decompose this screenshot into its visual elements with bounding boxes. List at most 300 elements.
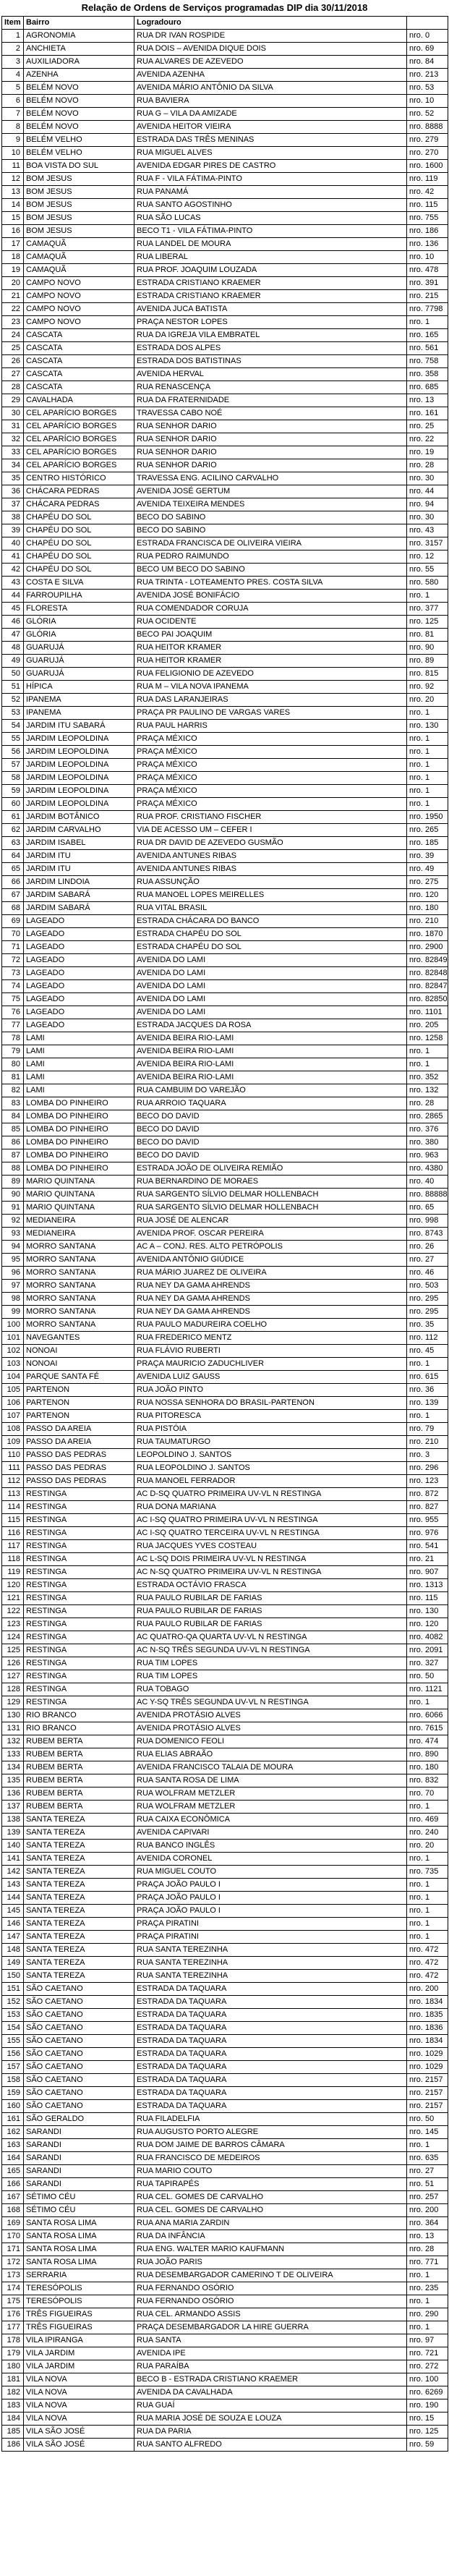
table-row — [2, 1267, 448, 1280]
cell-number: nro. 1 — [407, 1879, 448, 1892]
cell-bairro: LAGEADO — [24, 1019, 134, 1032]
cell-logradouro: RUA PAULO MADUREIRA COELHO — [134, 1319, 407, 1332]
cell-item: 49 — [2, 655, 24, 668]
cell-logradouro: AVENIDA BEIRA RIO-LAMI — [134, 1045, 407, 1058]
cell-bairro: CAMAQUÃ — [24, 251, 134, 264]
cell-item: 149 — [2, 1957, 24, 1970]
table-row — [2, 2399, 448, 2413]
table-row — [2, 980, 448, 993]
cell-number: nro. 36 — [407, 1384, 448, 1397]
table-row — [2, 355, 448, 368]
table-row — [2, 1488, 448, 1501]
cell-logradouro: ESTRADA DA TAQUARA — [134, 1983, 407, 1996]
table-row — [2, 1553, 448, 1566]
cell-logradouro: ESTRADA DA TAQUARA — [134, 2100, 407, 2113]
cell-bairro: HÍPICA — [24, 681, 134, 694]
cell-bairro: PARTENON — [24, 1397, 134, 1410]
cell-item: 170 — [2, 2230, 24, 2243]
cell-bairro: CASCATA — [24, 368, 134, 381]
cell-logradouro: ESTRADA DA TAQUARA — [134, 2048, 407, 2061]
cell-logradouro: RUA SARGENTO SÍLVIO DELMAR HOLLENBACH — [134, 1202, 407, 1215]
cell-bairro: CEL APARÍCIO BORGES — [24, 420, 134, 433]
cell-logradouro: AVENIDA TEIXEIRA MENDES — [134, 498, 407, 511]
cell-logradouro: AC D-SQ QUATRO PRIMEIRA UV-VL N RESTINGA — [134, 1488, 407, 1501]
cell-bairro: LAGEADO — [24, 967, 134, 980]
cell-bairro: CHAPÉU DO SOL — [24, 537, 134, 551]
cell-number: nro. 39 — [407, 850, 448, 863]
cell-bairro: BOM JESUS — [24, 225, 134, 238]
cell-number: nro. 1 — [407, 1931, 448, 1944]
cell-bairro: SANTA TEREZA — [24, 1931, 134, 1944]
cell-bairro: SÃO GERALDO — [24, 2113, 134, 2126]
cell-logradouro: RUA ALVARES DE AZEVEDO — [134, 56, 407, 69]
table-row — [2, 433, 448, 446]
cell-number: nro. 541 — [407, 1540, 448, 1553]
cell-number: nro. 40 — [407, 1176, 448, 1189]
table-row — [2, 1879, 448, 1892]
cell-logradouro: RUA DA INFÂNCIA — [134, 2230, 407, 2243]
table-row — [2, 1957, 448, 1970]
cell-bairro: SANTA TEREZA — [24, 1866, 134, 1879]
table-row — [2, 1670, 448, 1683]
cell-logradouro: TRAVESSA ENG. ACILINO CARVALHO — [134, 472, 407, 485]
cell-bairro: BOA VISTA DO SUL — [24, 160, 134, 173]
table-row — [2, 1045, 448, 1058]
cell-number: nro. 90 — [407, 642, 448, 655]
cell-item: 140 — [2, 1840, 24, 1853]
cell-item: 185 — [2, 2426, 24, 2439]
table-row — [2, 1345, 448, 1358]
cell-item: 134 — [2, 1761, 24, 1774]
table-row — [2, 1228, 448, 1241]
cell-number: nro. 2157 — [407, 2100, 448, 2113]
cell-bairro: JARDIM SABARÁ — [24, 902, 134, 915]
table-row — [2, 1579, 448, 1592]
cell-item: 39 — [2, 524, 24, 537]
table-row — [2, 902, 448, 915]
cell-bairro: GUARUJÁ — [24, 642, 134, 655]
cell-logradouro: AVENIDA LUIZ GAUSS — [134, 1371, 407, 1384]
cell-bairro: BELÉM VELHO — [24, 134, 134, 147]
cell-item: 14 — [2, 199, 24, 212]
cell-logradouro: RUA HEITOR KRAMER — [134, 655, 407, 668]
cell-item: 175 — [2, 2295, 24, 2308]
table-row — [2, 2087, 448, 2100]
cell-number: nro. 955 — [407, 1514, 448, 1527]
cell-logradouro: LEOPOLDINO J. SANTOS — [134, 1449, 407, 1462]
cell-item: 87 — [2, 1149, 24, 1162]
table-row — [2, 2191, 448, 2204]
cell-item: 74 — [2, 980, 24, 993]
table-row — [2, 2373, 448, 2386]
cell-item: 135 — [2, 1774, 24, 1788]
table-row — [2, 1918, 448, 1931]
table-row — [2, 2100, 448, 2113]
cell-logradouro: AVENIDA HEITOR VIEIRA — [134, 121, 407, 134]
table-row — [2, 1280, 448, 1293]
cell-bairro: MEDIANEIRA — [24, 1228, 134, 1241]
cell-number: nro. 1 — [407, 707, 448, 720]
table-row — [2, 1410, 448, 1423]
cell-bairro: PARTENON — [24, 1410, 134, 1423]
cell-bairro: NONOAI — [24, 1358, 134, 1371]
table-row — [2, 264, 448, 277]
cell-item: 82 — [2, 1084, 24, 1097]
cell-number: nro. 100 — [407, 2373, 448, 2386]
cell-logradouro: RUA M – VILA NOVA IPANEMA — [134, 681, 407, 694]
cell-item: 52 — [2, 694, 24, 707]
cell-number: nro. 185 — [407, 837, 448, 850]
cell-item: 67 — [2, 889, 24, 902]
table-row — [2, 1032, 448, 1045]
cell-logradouro: ESTRADA CHÁCARA DO BANCO — [134, 915, 407, 928]
cell-logradouro: PRAÇA MÉXICO — [134, 772, 407, 785]
table-row — [2, 420, 448, 433]
cell-bairro: NAVEGANTES — [24, 1332, 134, 1345]
cell-number: nro. 469 — [407, 1814, 448, 1827]
cell-number: nro. 290 — [407, 2308, 448, 2321]
cell-logradouro: BECO DO DAVID — [134, 1123, 407, 1136]
cell-number: nro. 53 — [407, 82, 448, 95]
cell-number: nro. 81 — [407, 629, 448, 642]
table-row — [2, 472, 448, 485]
cell-logradouro: PRAÇA NESTOR LOPES — [134, 316, 407, 329]
table-row — [2, 1423, 448, 1436]
cell-logradouro: PRAÇA PR PAULINO DE VARGAS VARES — [134, 707, 407, 720]
cell-number: nro. 1 — [407, 1853, 448, 1866]
cell-bairro: BOM JESUS — [24, 186, 134, 199]
cell-bairro: SÉTIMO CÉU — [24, 2204, 134, 2217]
cell-logradouro: ESTRADA DA TAQUARA — [134, 2022, 407, 2035]
cell-logradouro: RUA CAMBUIM DO VAREJÃO — [134, 1084, 407, 1097]
table-row — [2, 2230, 448, 2243]
cell-logradouro: PRAÇA MAURICIO ZADUCHLIVER — [134, 1358, 407, 1371]
table-row — [2, 759, 448, 772]
cell-number: nro. 352 — [407, 1071, 448, 1084]
cell-number: nro. 1 — [407, 1918, 448, 1931]
cell-logradouro: RUA ARROIO TAQUARA — [134, 1097, 407, 1110]
cell-bairro: RESTINGA — [24, 1514, 134, 1527]
table-row — [2, 368, 448, 381]
cell-number: nro. 295 — [407, 1293, 448, 1306]
cell-logradouro: RUA DOM JAIME DE BARROS CÂMARA — [134, 2139, 407, 2152]
cell-bairro: SANTA ROSA LIMA — [24, 2230, 134, 2243]
cell-logradouro: RUA NEY DA GAMA AHRENDS — [134, 1306, 407, 1319]
cell-bairro: GLÓRIA — [24, 629, 134, 642]
cell-bairro: LAGEADO — [24, 954, 134, 967]
cell-item: 9 — [2, 134, 24, 147]
cell-bairro: JARDIM LEOPOLDINA — [24, 759, 134, 772]
cell-item: 22 — [2, 303, 24, 316]
cell-logradouro: AVENIDA EDGAR PIRES DE CASTRO — [134, 160, 407, 173]
cell-bairro: PASSO DAS PEDRAS — [24, 1475, 134, 1488]
table-row — [2, 212, 448, 225]
cell-bairro: RUBEM BERTA — [24, 1774, 134, 1788]
table-row — [2, 1683, 448, 1696]
cell-number: nro. 30 — [407, 472, 448, 485]
cell-item: 25 — [2, 342, 24, 355]
cell-bairro: SANTA ROSA LIMA — [24, 2217, 134, 2230]
table-row — [2, 1254, 448, 1267]
cell-number: nro. 1 — [407, 590, 448, 603]
cell-item: 50 — [2, 668, 24, 681]
cell-item: 116 — [2, 1527, 24, 1540]
cell-logradouro: RUA DR IVAN ROSPIDE — [134, 30, 407, 43]
cell-logradouro: RUA G – VILA DA AMIZADE — [134, 108, 407, 121]
cell-number: nro. 125 — [407, 616, 448, 629]
cell-logradouro: ESTRADA CHAPÉU DO SOL — [134, 941, 407, 954]
cell-item: 88 — [2, 1162, 24, 1176]
cell-bairro: MORRO SANTANA — [24, 1241, 134, 1254]
cell-item: 169 — [2, 2217, 24, 2230]
cell-logradouro: AVENIDA AZENHA — [134, 69, 407, 82]
cell-number: nro. 28 — [407, 459, 448, 472]
cell-bairro: CENTRO HISTÓRICO — [24, 472, 134, 485]
cell-bairro: JARDIM LEOPOLDINA — [24, 772, 134, 785]
cell-number: nro. 139 — [407, 1397, 448, 1410]
cell-logradouro: RUA MÁRIO JUAREZ DE OLIVEIRA — [134, 1267, 407, 1280]
cell-number: nro. 1834 — [407, 2035, 448, 2048]
cell-item: 124 — [2, 1631, 24, 1644]
cell-item: 171 — [2, 2243, 24, 2256]
table-row — [2, 459, 448, 472]
cell-logradouro: AC Y-SQ TRÊS SEGUNDA UV-VL N RESTINGA — [134, 1696, 407, 1709]
cell-bairro: RESTINGA — [24, 1605, 134, 1618]
cell-item: 103 — [2, 1358, 24, 1371]
cell-number: nro. 376 — [407, 1123, 448, 1136]
cell-item: 174 — [2, 2282, 24, 2295]
cell-number: nro. 82847 — [407, 980, 448, 993]
cell-bairro: RUBEM BERTA — [24, 1788, 134, 1801]
cell-number: nro. 30 — [407, 511, 448, 524]
cell-number: nro. 210 — [407, 1436, 448, 1449]
cell-logradouro: PRAÇA MÉXICO — [134, 759, 407, 772]
table-row — [2, 824, 448, 837]
cell-number: nro. 1 — [407, 1892, 448, 1905]
cell-item: 158 — [2, 2074, 24, 2087]
cell-item: 156 — [2, 2048, 24, 2061]
cell-bairro: VILA JARDIM — [24, 2360, 134, 2373]
table-row — [2, 1110, 448, 1123]
cell-item: 115 — [2, 1514, 24, 1527]
cell-item: 35 — [2, 472, 24, 485]
table-row — [2, 785, 448, 798]
table-row — [2, 1644, 448, 1657]
cell-logradouro: RUA PROF. CRISTIANO FISCHER — [134, 811, 407, 824]
cell-item: 46 — [2, 616, 24, 629]
cell-number: nro. 3 — [407, 1449, 448, 1462]
cell-number: nro. 472 — [407, 1970, 448, 1983]
cell-bairro: JARDIM LEOPOLDINA — [24, 746, 134, 759]
table-row — [2, 1722, 448, 1735]
cell-logradouro: ESTRADA CRISTIANO KRAEMER — [134, 290, 407, 303]
cell-number: nro. 735 — [407, 1866, 448, 1879]
cell-bairro: COSTA E SILVA — [24, 577, 134, 590]
cell-item: 13 — [2, 186, 24, 199]
cell-item: 91 — [2, 1202, 24, 1215]
cell-logradouro: RUA MANOEL FERRADOR — [134, 1475, 407, 1488]
cell-bairro: MARIO QUINTANA — [24, 1202, 134, 1215]
table-row — [2, 251, 448, 264]
cell-item: 151 — [2, 1983, 24, 1996]
cell-number: nro. 265 — [407, 824, 448, 837]
cell-logradouro: RUA DESEMBARGADOR CAMERINO T DE OLIVEIRA — [134, 2269, 407, 2282]
cell-number: nro. 22 — [407, 433, 448, 446]
cell-bairro: CAVALHADA — [24, 394, 134, 407]
cell-number: nro. 296 — [407, 1462, 448, 1475]
cell-number: nro. 180 — [407, 902, 448, 915]
cell-logradouro: RUA NEY DA GAMA AHRENDS — [134, 1293, 407, 1306]
table-row — [2, 993, 448, 1006]
cell-number: nro. 240 — [407, 1827, 448, 1840]
cell-bairro: RESTINGA — [24, 1683, 134, 1696]
cell-bairro: MORRO SANTANA — [24, 1267, 134, 1280]
cell-logradouro: RUA MANOEL LOPES MEIRELLES — [134, 889, 407, 902]
cell-item: 114 — [2, 1501, 24, 1514]
cell-number: nro. 295 — [407, 1306, 448, 1319]
table-row — [2, 967, 448, 980]
cell-item: 101 — [2, 1332, 24, 1345]
table-row — [2, 1189, 448, 1202]
table-row — [2, 850, 448, 863]
cell-item: 96 — [2, 1267, 24, 1280]
cell-number: nro. 123 — [407, 1475, 448, 1488]
cell-number: nro. 13 — [407, 2230, 448, 2243]
cell-item: 125 — [2, 1644, 24, 1657]
cell-number: nro. 8888 — [407, 121, 448, 134]
cell-item: 61 — [2, 811, 24, 824]
cell-number: nro. 50 — [407, 1670, 448, 1683]
table-row — [2, 1801, 448, 1814]
table-row — [2, 1449, 448, 1462]
cell-logradouro: PRAÇA PIRATINI — [134, 1918, 407, 1931]
table-row — [2, 290, 448, 303]
cell-number: nro. 27 — [407, 2165, 448, 2178]
table-row — [2, 2269, 448, 2282]
cell-item: 102 — [2, 1345, 24, 1358]
cell-number: nro. 19 — [407, 446, 448, 459]
cell-bairro: GUARUJÁ — [24, 655, 134, 668]
table-row — [2, 2308, 448, 2321]
cell-bairro: RESTINGA — [24, 1579, 134, 1592]
cell-bairro: MORRO SANTANA — [24, 1280, 134, 1293]
cell-logradouro: RUA PAULO RUBILAR DE FARIAS — [134, 1592, 407, 1605]
cell-bairro: TRÊS FIGUEIRAS — [24, 2308, 134, 2321]
cell-bairro: SANTA TEREZA — [24, 1944, 134, 1957]
cell-bairro: MARIO QUINTANA — [24, 1189, 134, 1202]
cell-bairro: BELÉM VELHO — [24, 147, 134, 160]
cell-logradouro: RUA COMENDADOR CORUJA — [134, 603, 407, 616]
cell-number: nro. 50 — [407, 2113, 448, 2126]
table-row — [2, 1514, 448, 1527]
table-header-row — [2, 17, 448, 30]
cell-item: 119 — [2, 1566, 24, 1579]
cell-item: 111 — [2, 1462, 24, 1475]
table-row — [2, 147, 448, 160]
cell-number: nro. 2091 — [407, 1644, 448, 1657]
cell-item: 150 — [2, 1970, 24, 1983]
cell-bairro: LAGEADO — [24, 993, 134, 1006]
cell-logradouro: RUA BERNARDINO DE MORAES — [134, 1176, 407, 1189]
table-row — [2, 121, 448, 134]
cell-item: 66 — [2, 876, 24, 889]
cell-bairro: JARDIM LEOPOLDINA — [24, 798, 134, 811]
cell-logradouro: RUA HEITOR KRAMER — [134, 642, 407, 655]
cell-number: nro. 89 — [407, 655, 448, 668]
table-row — [2, 2243, 448, 2256]
cell-item: 83 — [2, 1097, 24, 1110]
table-row — [2, 1097, 448, 1110]
cell-bairro: LAGEADO — [24, 941, 134, 954]
cell-bairro: CHAPÉU DO SOL — [24, 511, 134, 524]
cell-bairro: LOMBA DO PINHEIRO — [24, 1149, 134, 1162]
cell-item: 21 — [2, 290, 24, 303]
cell-item: 81 — [2, 1071, 24, 1084]
table-row — [2, 1136, 448, 1149]
cell-logradouro: RUA BAVIERA — [134, 95, 407, 108]
cell-number: nro. 472 — [407, 1944, 448, 1957]
cell-item: 93 — [2, 1228, 24, 1241]
cell-number: nro. 20 — [407, 694, 448, 707]
cell-number: nro. 235 — [407, 2282, 448, 2295]
table-row — [2, 1475, 448, 1488]
cell-bairro: RESTINGA — [24, 1657, 134, 1670]
cell-number: nro. 213 — [407, 69, 448, 82]
table-row — [2, 1123, 448, 1136]
cell-bairro: CASCATA — [24, 355, 134, 368]
cell-number: nro. 15 — [407, 2413, 448, 2426]
cell-logradouro: ESTRADA DA TAQUARA — [134, 1996, 407, 2009]
cell-number: nro. 1313 — [407, 1579, 448, 1592]
cell-bairro: JARDIM LEOPOLDINA — [24, 785, 134, 798]
cell-number: nro. 88888 — [407, 1189, 448, 1202]
cell-logradouro: RUA SANTO AGOSTINHO — [134, 199, 407, 212]
table-row — [2, 108, 448, 121]
cell-bairro: VILA NOVA — [24, 2399, 134, 2413]
cell-logradouro: ESTRADA JACQUES DA ROSA — [134, 1019, 407, 1032]
cell-item: 157 — [2, 2061, 24, 2074]
table-row — [2, 1241, 448, 1254]
table-row — [2, 2295, 448, 2308]
cell-bairro: SARANDI — [24, 2126, 134, 2139]
cell-number: nro. 377 — [407, 603, 448, 616]
cell-logradouro: RUA LIBERAL — [134, 251, 407, 264]
cell-item: 104 — [2, 1371, 24, 1384]
cell-number: nro. 125 — [407, 2426, 448, 2439]
cell-logradouro: RUA ELIAS ABRAÃO — [134, 1748, 407, 1761]
cell-bairro: BELÉM NOVO — [24, 121, 134, 134]
cell-number: nro. 82848 — [407, 967, 448, 980]
cell-item: 143 — [2, 1879, 24, 1892]
cell-bairro: JARDIM CARVALHO — [24, 824, 134, 837]
table-row — [2, 1696, 448, 1709]
cell-bairro: CAMPO NOVO — [24, 290, 134, 303]
cell-bairro: RIO BRANCO — [24, 1722, 134, 1735]
cell-item: 99 — [2, 1306, 24, 1319]
service-orders-table — [1, 16, 448, 2452]
cell-number: nro. 721 — [407, 2347, 448, 2360]
table-row — [2, 1709, 448, 1722]
cell-logradouro: RUA ENG. WALTER MARIO KAUFMANN — [134, 2243, 407, 2256]
cell-item: 7 — [2, 108, 24, 121]
cell-logradouro: RUA FRANCISCO DE MEDEIROS — [134, 2152, 407, 2165]
cell-item: 183 — [2, 2399, 24, 2413]
cell-number: nro. 84 — [407, 56, 448, 69]
cell-item: 137 — [2, 1801, 24, 1814]
cell-number: nro. 1870 — [407, 928, 448, 941]
cell-number: nro. 615 — [407, 1371, 448, 1384]
cell-bairro: LAGEADO — [24, 915, 134, 928]
